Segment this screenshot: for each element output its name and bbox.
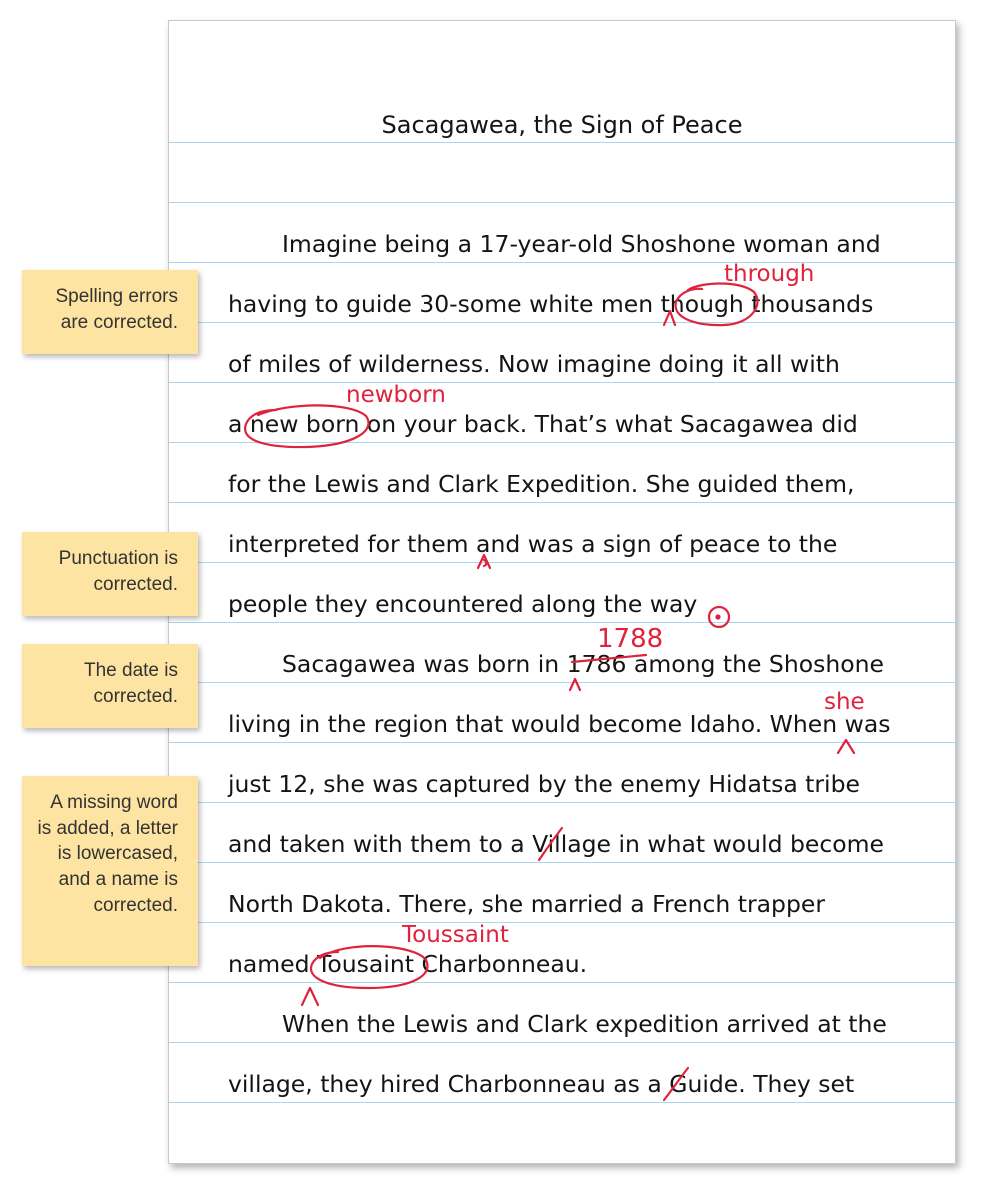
text-line-13 bbox=[228, 950, 588, 978]
text-line-1 bbox=[282, 230, 881, 258]
margin-note-missing bbox=[22, 776, 198, 966]
correction-through: through bbox=[724, 261, 815, 287]
text: just 12, she was captured by the enemy Hidatsa tribe bbox=[228, 770, 860, 798]
text: Sacagawea was born in bbox=[282, 650, 567, 678]
ruled-line bbox=[169, 1102, 955, 1103]
text: in what would become bbox=[611, 830, 885, 858]
correction-toussaint: Toussaint bbox=[402, 922, 509, 948]
ruled-line bbox=[169, 322, 955, 323]
text-line-7 bbox=[228, 590, 698, 618]
text: interpreted for them bbox=[228, 530, 469, 558]
note-text: The date is corrected. bbox=[84, 660, 178, 707]
ruled-line bbox=[169, 562, 955, 563]
margin-note-date bbox=[22, 644, 198, 728]
correction-she: she bbox=[824, 689, 865, 715]
text: named bbox=[228, 950, 318, 978]
ruled-line bbox=[169, 982, 955, 983]
text: and was a sign of peace to the bbox=[468, 530, 838, 558]
text: thousands bbox=[743, 290, 874, 318]
text: and taken with them to a bbox=[228, 830, 533, 858]
ruled-line bbox=[169, 262, 955, 263]
correction-newborn: newborn bbox=[346, 382, 446, 408]
text: on your back. That’s what Sacagawea did bbox=[359, 410, 858, 438]
text-line-4 bbox=[228, 410, 858, 438]
text: people they encountered along the way bbox=[228, 590, 698, 618]
ruled-line bbox=[169, 442, 955, 443]
text: a bbox=[228, 410, 250, 438]
text: having to guide 30-some white men bbox=[228, 290, 661, 318]
margin-note-spelling bbox=[22, 270, 198, 354]
note-text: Spelling errors are corrected. bbox=[55, 286, 178, 333]
ruled-line bbox=[169, 622, 955, 623]
text-line-14 bbox=[282, 1010, 887, 1038]
incorrect-date: 1786 bbox=[566, 650, 627, 678]
essay-title: Sacagawea, the Sign of Peace bbox=[381, 111, 743, 139]
text-line-15 bbox=[228, 1070, 855, 1098]
ruled-line bbox=[169, 802, 955, 803]
ruled-line bbox=[169, 202, 955, 203]
text: village, they hired Charbonneau as a bbox=[228, 1070, 670, 1098]
misspelled-word: though bbox=[660, 290, 744, 318]
ruled-line bbox=[169, 682, 955, 683]
ruled-line bbox=[169, 862, 955, 863]
misspelled-name: Tousaint bbox=[317, 950, 414, 978]
ruled-line bbox=[169, 1042, 955, 1043]
text-line-6 bbox=[228, 530, 838, 558]
text-line-9 bbox=[228, 710, 891, 738]
misspelled-word: new born bbox=[249, 410, 360, 438]
note-text: A missing word is added, a letter is lowercased, and a name is corrected. bbox=[37, 792, 178, 916]
margin-note-punctuation bbox=[22, 532, 198, 616]
capitalized-word: Guide bbox=[669, 1070, 739, 1098]
text: for the Lewis and Clark Expedition. She guided them, bbox=[228, 470, 855, 498]
text-line-10 bbox=[228, 770, 860, 798]
text-line-12 bbox=[228, 890, 825, 918]
text-line-5 bbox=[228, 470, 855, 498]
text: When the Lewis and Clark expedition arrived at the bbox=[282, 1010, 887, 1038]
ruled-line bbox=[169, 502, 955, 503]
ruled-line bbox=[169, 742, 955, 743]
text: North Dakota. There, she married a French trapper bbox=[228, 890, 825, 918]
text-line-11 bbox=[228, 830, 885, 858]
note-text: Punctuation is corrected. bbox=[58, 548, 178, 595]
capitalized-word: Village bbox=[532, 830, 612, 858]
text-line-2 bbox=[228, 290, 874, 318]
text: among the Shoshone bbox=[626, 650, 884, 678]
text: . They set bbox=[738, 1070, 855, 1098]
ruled-line bbox=[169, 382, 955, 383]
ruled-line bbox=[169, 142, 955, 143]
text: Imagine being a 17-year-old Shoshone woman and bbox=[282, 230, 881, 258]
correction-year: 1788 bbox=[597, 624, 664, 654]
ruled-line bbox=[169, 922, 955, 923]
text: living in the region that would become Idaho. When bbox=[228, 710, 838, 738]
text: was bbox=[837, 710, 891, 738]
text: of miles of wilderness. Now imagine doing it all with bbox=[228, 350, 840, 378]
text: Charbonneau. bbox=[413, 950, 588, 978]
text-line-8 bbox=[282, 650, 884, 678]
text-line-3 bbox=[228, 350, 840, 378]
notebook-page bbox=[168, 20, 956, 1164]
